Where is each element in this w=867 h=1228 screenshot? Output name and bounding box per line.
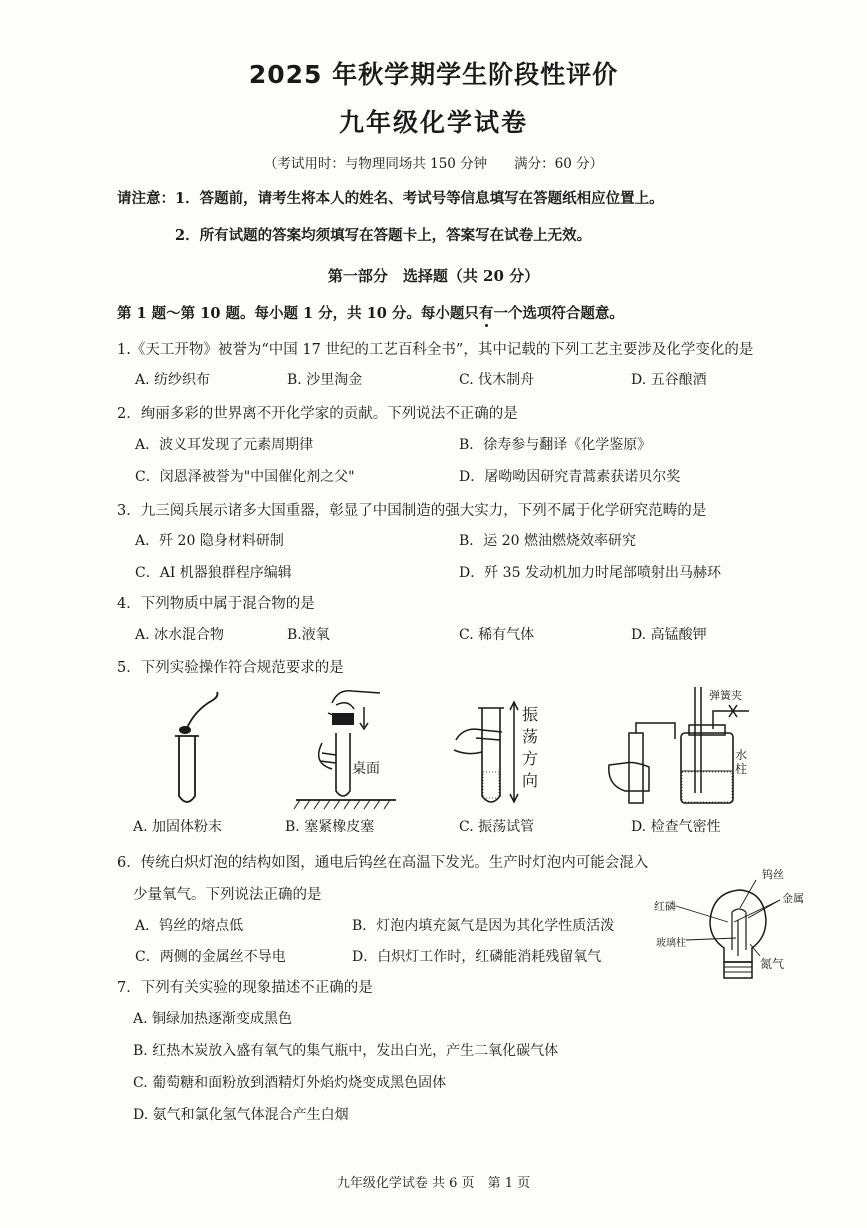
q2-option-a: A．波义耳发现了元素周期律 — [135, 437, 314, 453]
question-4-stem: 4．下列物质中属于混合物的是 — [117, 596, 315, 612]
q6-option-a: A．钨丝的熔点低 — [135, 918, 244, 934]
label-metal: 金属 — [782, 892, 804, 905]
q7-option-d: D. 氨气和氯化氢气体混合产生白烟 — [133, 1107, 349, 1123]
figure-light-bulb — [652, 860, 812, 985]
q2-option-c: C．闵恩泽被誉为"中国催化剂之父" — [135, 469, 355, 485]
q1-option-d: D. 五谷酿酒 — [631, 372, 707, 388]
page-footer: 九年级化学试卷 共 6 页 第 1 页 — [336, 1176, 531, 1191]
q5-option-b: B. 塞紧橡皮塞 — [285, 819, 375, 835]
section-instruction: 第 1 题～第 10 题。每小题 1 分，共 10 分。每小题只有一个选项符合题意。 — [117, 305, 624, 322]
exam-info: （考试用时：与物理同场共 150 分钟 满分：60 分） — [263, 156, 604, 172]
q6-option-c: C．两侧的金属丝不导电 — [135, 949, 286, 965]
label-shake-1: 振 — [522, 705, 539, 724]
q7-option-a: A. 铜绿加热逐渐变成黑色 — [133, 1011, 293, 1027]
q4-option-b: B.液氧 — [287, 627, 330, 643]
label-tungsten: 钨丝 — [762, 868, 784, 881]
question-6-stem-cont: 少量氧气。下列说法正确的是 — [133, 887, 322, 903]
q2-option-b: B．徐寿参与翻译《化学鉴原》 — [459, 437, 652, 453]
q4-option-a: A. 冰水混合物 — [135, 627, 225, 643]
figure-d-airtightness-check — [605, 683, 755, 813]
q5-option-a: A. 加固体粉末 — [133, 819, 223, 835]
q4-option-c: C. 稀有气体 — [459, 627, 535, 643]
q6-option-b: B．灯泡内填充氮气是因为其化学性质活泼 — [352, 918, 615, 934]
q2-option-d: D．屠呦呦因研究青蒿素获诺贝尔奖 — [459, 469, 681, 485]
exam-title: 2025 年秋学期学生阶段性评价 — [248, 60, 619, 89]
q3-option-a: A．歼 20 隐身材料研制 — [135, 533, 284, 549]
notice-line-2: 2．所有试题的答案均须填写在答题卡上，答案写在试卷上无效。 — [175, 227, 592, 244]
notice-line-1: 请注意：1．答题前，请考生将本人的姓名、考试号等信息填写在答题纸相应位置上。 — [117, 190, 664, 207]
question-2-stem: 2．绚丽多彩的世界离不开化学家的贡献。下列说法不正确的是 — [117, 406, 518, 422]
q5-option-c: C. 振荡试管 — [459, 819, 535, 835]
question-6-stem: 6．传统白炽灯泡的结构如图，通电后钨丝在高温下发光。生产时灯泡内可能会混入 — [117, 855, 649, 871]
q6-option-d: D．白炽灯工作时，红磷能消耗残留氧气 — [352, 949, 602, 965]
label-water-1: 水 — [735, 748, 748, 762]
question-1-stem: 1.《天工开物》被誉为“中国 17 世纪的工艺百科全书”，其中记载的下列工艺主要涉及化学变化的是 — [117, 342, 754, 358]
q5-option-d: D. 检查气密性 — [631, 819, 721, 835]
q7-option-c: C. 葡萄糖和面粉放到酒精灯外焰灼烧变成黑色固体 — [133, 1075, 447, 1091]
label-shake-3: 方 — [522, 749, 539, 768]
q1-option-b: B. 沙里淘金 — [287, 372, 363, 388]
label-nitrogen: 氮气 — [760, 957, 785, 971]
label-table: 桌面 — [352, 761, 380, 777]
label-red-phosphorus: 红磷 — [654, 900, 676, 913]
question-7-stem: 7．下列有关实验的现象描述不正确的是 — [117, 980, 373, 996]
figure-c-tube-shaking — [446, 700, 556, 812]
q1-option-a: A. 纺纱织布 — [135, 372, 211, 388]
q4-option-d: D. 高锰酸钾 — [631, 627, 707, 643]
exam-subtitle: 九年级化学试卷 — [338, 108, 528, 137]
q3-option-c: C．AI 机器狼群程序编辑 — [135, 565, 292, 581]
question-3-stem: 3．九三阅兵展示诸多大国重器，彰显了中国制造的强大实力，下列不属于化学研究范畴的是 — [117, 503, 707, 519]
emphasis-dot — [485, 324, 488, 327]
question-5-stem: 5．下列实验操作符合规范要求的是 — [117, 660, 344, 676]
label-shake-4: 向 — [522, 771, 539, 790]
label-water-2: 柱 — [735, 762, 748, 776]
label-shake-2: 荡 — [522, 727, 539, 746]
q7-option-b: B. 红热木炭放入盛有氧气的集气瓶中，发出白光，产生二氧化碳气体 — [133, 1043, 559, 1059]
label-clamp: 弹簧夹 — [709, 689, 742, 702]
q3-option-b: B．运 20 燃油燃烧效率研究 — [459, 533, 637, 549]
q3-option-d: D．歼 35 发动机加力时尾部喷射出马赫环 — [459, 565, 721, 581]
label-glass-column: 玻璃柱 — [656, 938, 686, 949]
q1-option-c: C. 伐木制舟 — [459, 372, 535, 388]
figure-b-stopper-pressing — [292, 683, 402, 813]
figure-a-powder-adding — [165, 688, 235, 810]
section-title: 第一部分 选择题（共 20 分） — [327, 267, 540, 285]
